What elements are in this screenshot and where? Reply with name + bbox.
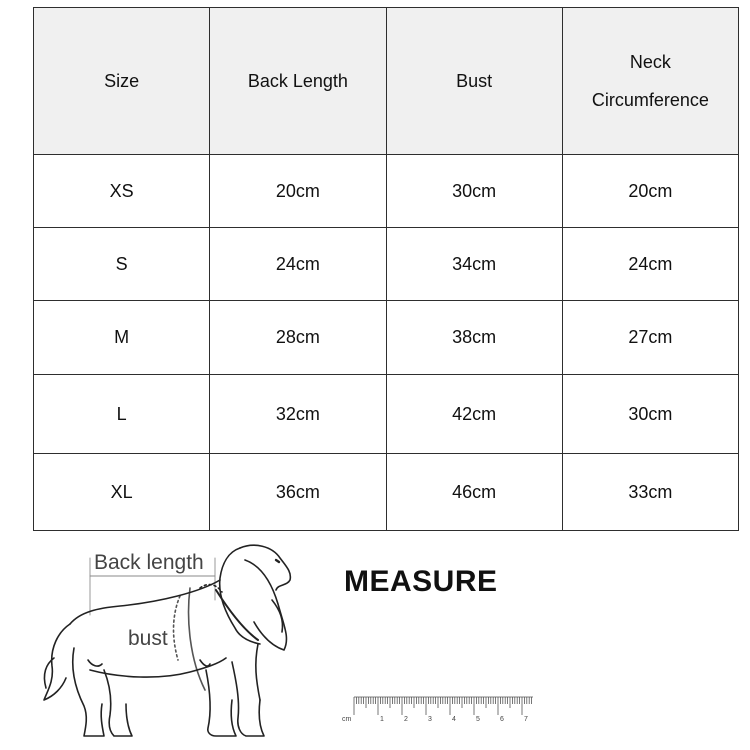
back-length-label: Back length xyxy=(94,551,204,574)
table-row xyxy=(34,375,739,454)
ruler-number: 3 xyxy=(428,716,432,723)
cell-size: L xyxy=(34,375,210,454)
ruler-number: 1 xyxy=(380,716,384,723)
cell-bust: 46cm xyxy=(386,454,562,531)
header-neck-line2: Circumference xyxy=(591,90,709,110)
ruler-number: 2 xyxy=(404,716,408,723)
cell-bust: 38cm xyxy=(386,301,562,375)
table-row xyxy=(34,301,739,375)
table-header-row xyxy=(34,8,739,155)
cell-back-length: 24cm xyxy=(210,228,386,301)
cell-bust: 30cm xyxy=(386,155,562,228)
cell-back-length: 32cm xyxy=(210,375,386,454)
ruler-number: 7 xyxy=(524,716,528,723)
cell-neck: 33cm xyxy=(562,454,738,531)
ruler-number: 4 xyxy=(452,716,456,723)
ruler-unit-label: cm xyxy=(342,716,352,723)
cell-neck: 27cm xyxy=(562,301,738,375)
table-row xyxy=(34,155,739,228)
cell-bust: 42cm xyxy=(386,375,562,454)
bust-label: bust xyxy=(128,627,168,650)
measure-title: MEASURE xyxy=(344,565,498,598)
cell-back-length: 36cm xyxy=(210,454,386,531)
header-back-length: Back Length xyxy=(210,8,386,155)
ruler-icon xyxy=(340,695,535,725)
cell-neck: 24cm xyxy=(562,228,738,301)
cell-size: S xyxy=(34,228,210,301)
ruler-number: 6 xyxy=(500,716,504,723)
table-row xyxy=(34,228,739,301)
cell-neck: 20cm xyxy=(562,155,738,228)
header-bust: Bust xyxy=(386,8,562,155)
cell-back-length: 28cm xyxy=(210,301,386,375)
cell-back-length: 20cm xyxy=(210,155,386,228)
cell-bust: 34cm xyxy=(386,228,562,301)
header-neck-line1: Neck xyxy=(629,52,671,72)
cell-size: XL xyxy=(34,454,210,531)
cell-size: XS xyxy=(34,155,210,228)
cell-size: M xyxy=(34,301,210,375)
cell-neck: 30cm xyxy=(562,375,738,454)
ruler-number: 5 xyxy=(476,716,480,723)
size-chart-table xyxy=(33,7,739,531)
header-size: Size xyxy=(34,8,210,155)
header-neck-circumference xyxy=(562,8,738,155)
table-row xyxy=(34,454,739,531)
